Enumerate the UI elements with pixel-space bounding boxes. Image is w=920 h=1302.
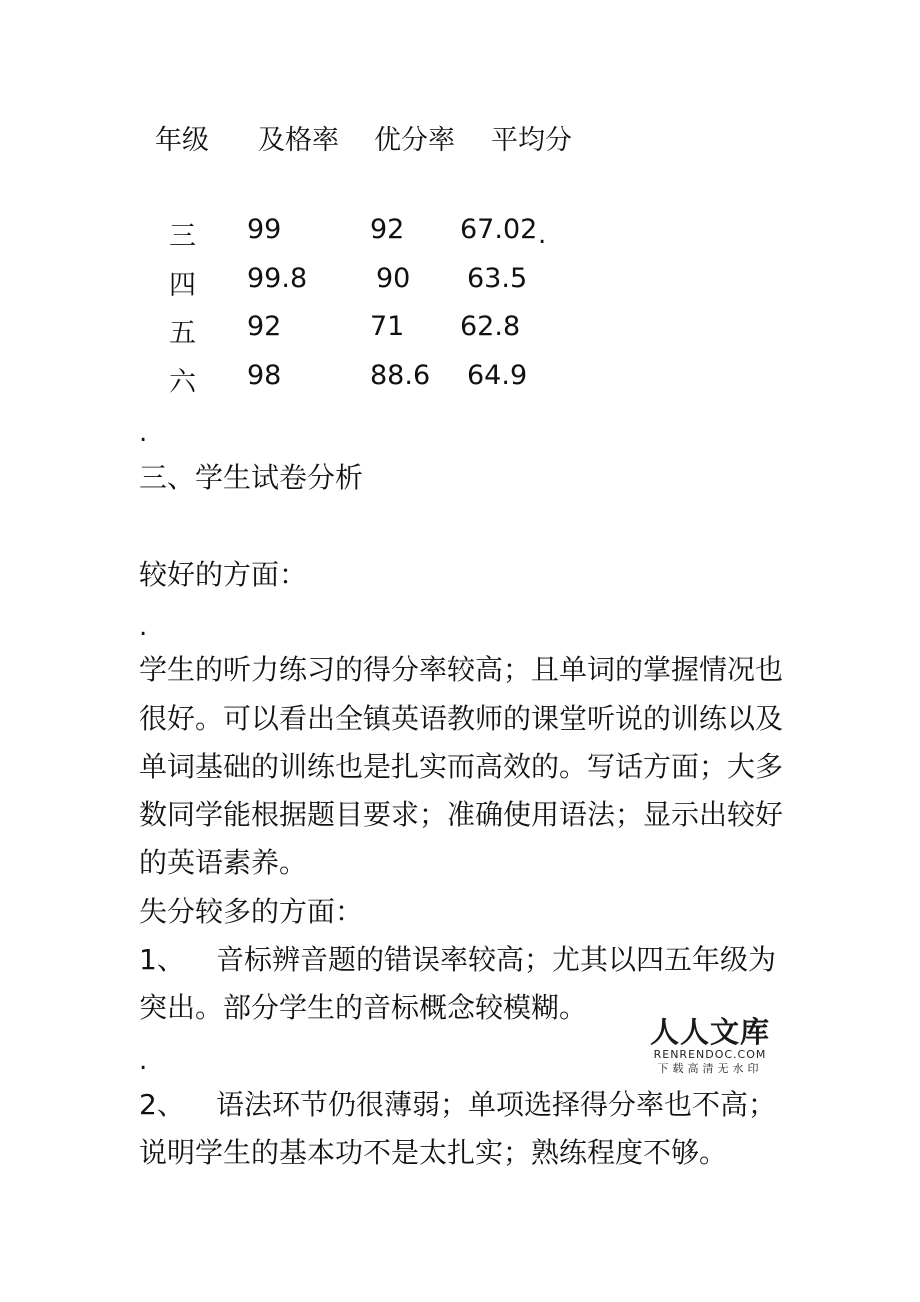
paragraph-line: 很好。可以看出全镇英语教师的课堂听说的训练以及 [139, 702, 784, 735]
paragraph-line: 数同学能根据题目要求；准确使用语法；显示出较好 [139, 798, 784, 831]
cell-average: 62.8 [460, 311, 521, 342]
cell-average: 64.9 [467, 360, 528, 391]
watermark-tagline: 下载高清无水印 [657, 1062, 763, 1075]
cell-pass-rate: 98 [247, 360, 282, 391]
cell-pass-rate: 92 [247, 311, 282, 342]
paragraph-line: 语法环节仍很薄弱；单项选择得分率也不高； [216, 1088, 777, 1121]
paragraph-line: 说明学生的基本功不是太扎实；熟练程度不够。 [139, 1136, 728, 1169]
paragraph-mark: . [139, 418, 148, 448]
cell-grade: 四 [169, 270, 196, 301]
watermark-site: RENRENDOC.COM [653, 1048, 767, 1061]
cell-excellent-rate: 92 [370, 214, 405, 245]
table-header-average: 平均分 [491, 125, 572, 156]
cell-pass-rate: 99 [247, 214, 282, 245]
item-number: 1、 [139, 943, 185, 976]
paragraph-line: 单词基础的训练也是扎实而高效的。写话方面；大多 [139, 750, 784, 783]
paragraph-mark: . [139, 1046, 148, 1076]
cell-excellent-rate: 90 [376, 263, 411, 294]
cell-excellent-rate: 88.6 [370, 360, 431, 391]
cell-grade: 三 [169, 221, 196, 252]
section-title: 三、学生试卷分析 [139, 461, 364, 494]
paragraph-line: 音标辨音题的错误率较高；尤其以四五年级为 [216, 943, 777, 976]
renrendoc-watermark [646, 1016, 774, 1076]
cell-grade: 五 [169, 318, 196, 349]
cell-pass-rate: 99.8 [247, 263, 308, 294]
cell-excellent-rate: 71 [370, 311, 405, 342]
paragraph-mark: . [139, 612, 148, 642]
weak-aspects-heading: 失分较多的方面： [139, 895, 364, 928]
paragraph-line: 的英语素养。 [139, 846, 308, 879]
cell-average: 63.5 [467, 263, 528, 294]
item-number: 2、 [139, 1088, 185, 1121]
paragraph-line: 突出。部分学生的音标概念较模糊。 [139, 991, 588, 1024]
paragraph-line: 学生的听力练习的得分率较高；且单词的掌握情况也 [139, 653, 784, 686]
watermark-title: 人人文库 [649, 1015, 770, 1049]
paragraph-mark: . [538, 220, 547, 250]
good-aspects-heading: 较好的方面： [139, 558, 308, 591]
table-header-excellent-rate: 优分率 [374, 125, 455, 156]
cell-average: 67.02 [460, 214, 538, 245]
table-header-pass-rate: 及格率 [258, 125, 339, 156]
table-header-grade: 年级 [155, 125, 209, 156]
cell-grade: 六 [169, 367, 196, 398]
